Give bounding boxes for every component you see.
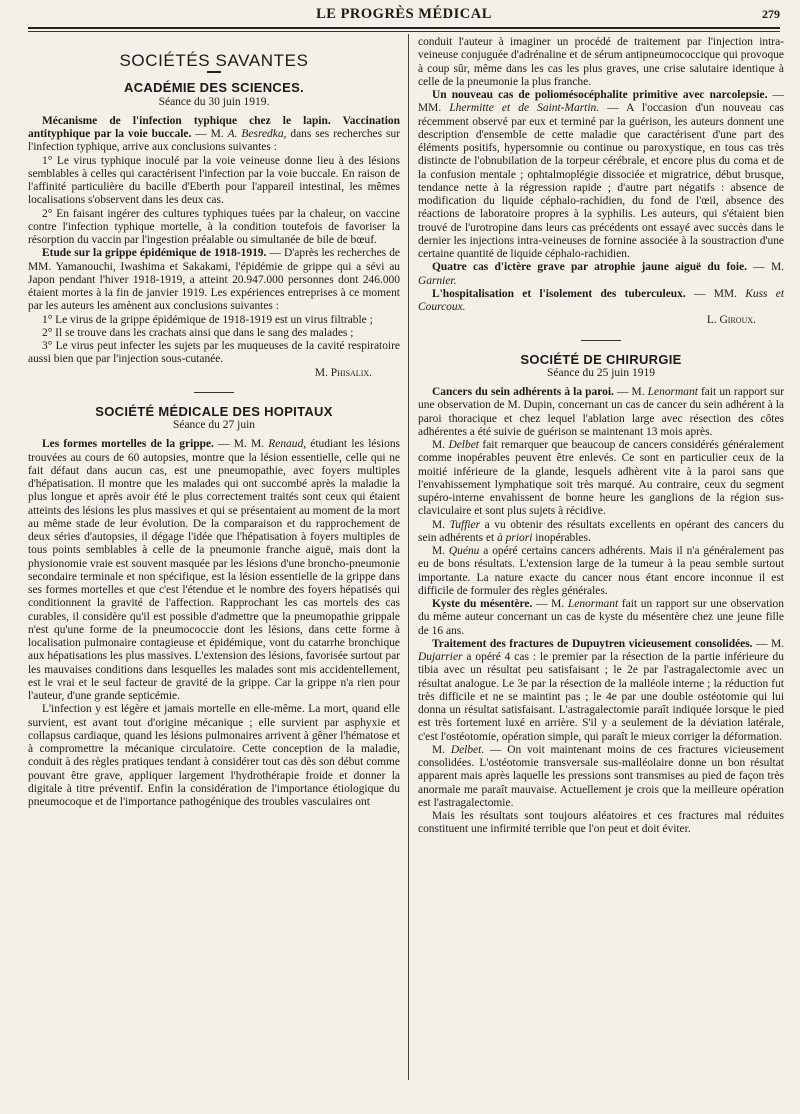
chirurgie-paragraph: M. Tuffier a vu obtenir des résultats excellents en opérant des cancers du sein adhérents et à priori inopérables. <box>418 518 784 544</box>
academie-paragraph: 1° Le virus typhique inoculé par la voie veineuse donne lieu à des lésions semblables à celles qui caractérisent l'infection par la voie buccale. En raison de l'affinité particulière du bacille d'Eberth pour l'appareil intestinal, les mêmes localisations s'observent dans les deux cas. <box>28 154 400 207</box>
chirurgie-title: SOCIÉTÉ DE CHIRURGIE <box>520 351 682 367</box>
hopitaux-continuation: conduit l'auteur à imaginer un procédé de traitement par l'injection intra-veineuse conjuguée d'adrénaline et de sérum antipneumococcique qui provoque à coup sûr, même dans les cas les plus graves, une crise salutaire identique à celle de la pneumonie la plus franche. <box>418 36 784 88</box>
hopitaux-date: Séance du 27 juin <box>172 419 256 431</box>
academie-date: Séance du 30 juin 1919. <box>158 95 270 108</box>
academie-paragraph: 3° Le virus peut infecter les sujets par les muqueuses de la cavité respiratoire aussi bien que par l'injection sous-cutanée. <box>28 340 400 366</box>
left-column <box>28 52 400 809</box>
chirurgie-paragraph: M. Quénu a opéré certains cancers adhérents. Mais il n'a généralement pas eu de bons résultats. L'extension large de la tumeur à la peau semble surtout importante. La nature exacte du cancer nous étant encore inconnue il est difficile de formuler des règles générales. <box>418 545 784 597</box>
chirurgie-paragraph: Mais les résultats sont toujours aléatoires et ces fractures mal réduites constituent une infirmité terrible que l'on peut et doit éviter. <box>418 810 784 836</box>
academie-paragraph: 2° Il se trouve dans les crachats ainsi que dans le sang des malades ; <box>42 326 354 339</box>
heading-rule <box>207 71 221 73</box>
header-rule-thin <box>28 31 780 32</box>
academie-paragraph: 2° En faisant ingérer des cultures typhiques tuées par la chaleur, on vaccine contre l'infection typhique mortelle, à la condition toutefois de favoriser la résorption du vaccin par l'ingestion préalable ou simultanée de bile de bœuf. <box>28 207 400 246</box>
header-rule <box>28 27 780 29</box>
chirurgie-paragraph: Cancers du sein adhérents à la paroi. — M. Lenormant fait un rapport sur une observation de M. Dupin, concernant un cas de cancer du sein adhérent à la paroi thoracique et chez lequel l'ablation large avec résection des côtes adhérentes a été suivie de guérison se maintenant 13 mois après. <box>418 386 784 438</box>
chirurgie-paragraph: M. Delbet. — On voit maintenant moins de ces fractures vicieusement consolidées. L'ostéotomie transversale sus-malléolaire donne un bon résultat apparent mais après laquelle les pressions sont transmises au pied de façon très anormale me paraît mauvaise. Actuellement je crois que la meilleure opération est l'astragalectomie. <box>418 743 785 809</box>
chirurgie-paragraph: Traitement des fractures de Dupuytren vicieusement consolidées. — M. Dujarrier a opéré 4 cas : le premier par la résection de la partie inférieure du tibia avec un résultat peu satisfaisant ; le 2e par l'astragalectomie avec un résultat analogue. Le 3e par la résection de la malléole interne ; la réduction fut très difficile et ne se maintint pas ; le 4e par une double ostéotomie qui lui donna un résultat satisfaisant. L'astragalectomie paraît indiquée lorsque le pied est très fortement luxé en arrière. S'il y a seulement de la déviation latérale, c'est l'ostéotomie, opération simple, qui paraît le mieux corriger la déformation. <box>418 637 785 743</box>
column-divider <box>408 34 409 1080</box>
separator-rule <box>581 340 621 341</box>
hopitaux-title: SOCIÉTÉ MÉDICALE DES HOPITAUX <box>95 403 333 419</box>
academie-paragraph: 1° Le virus de la grippe épidémique de 1918-1919 est un virus filtrable ; <box>42 313 373 326</box>
hopitaux-paragraph: Les formes mortelles de la grippe. — M. M. Renaud, étudiant les lésions trouvées au cours de 60 autopsies, montre que la lésion essentielle, celle qui ne fait défaut dans aucun cas, est une pneumopathie, avec foyers multiples d'hépatisation. Il montre que les malades qui ont succombé après la maladie la plus longue et après avoir été le plus correctement traités sont ceux qui étaient atteints des lésions les plus massives et qui se présentaient au moment de la mort au même stade de leur évolution. De la comparaison et du rapprochement de deux séries d'autopsies, il dégage l'idée que l'hépatisation à foyers multiples de tous points semblables à celle de la pneumonie franche aiguë, mais dont la physionomie vraie est souvent masquée par les lésions d'une broncho-pneumonie secondaire terminale et non spécifique, est la lésion essentielle de la grippe dans ses formes mortelles et que c'est l'étendue et le nombre des foyers hépatisés qui conditionnent la gravité de l'affection. Rapprochant les cas mortels des cas curables, il considère qu'il est possible d'admettre que la pneumopathie grippale n'est qu'une forme de la pneumococcie dont les lésions, dans cette forme à localisation pulmonaire contagieuse et épidémique, vont du catarrhe bronchique aux hépatisations les plus massives. L'extension des lésions, favorisée surtout par les mauvaises conditions dans lesquelles les malades sont mis accidentellement, est le vrai et le seul facteur de gravité de la grippe. Car la grippe n'a rien pour l'auteur, d'une grande septicémie. <box>28 438 401 702</box>
page-number: 279 <box>762 7 780 21</box>
separator-rule <box>194 392 234 393</box>
journal-title: LE PROGRÈS MÉDICAL <box>316 6 492 22</box>
hopitaux-paragraph: L'hospitalisation et l'isolement des tuberculeux. — MM. Kuss et Courcoux. <box>418 287 785 313</box>
academie-paragraph: Etude sur la grippe épidémique de 1918-1919. — D'après les recherches de MM. Yamanouchi, Iwashima et Sakakami, l'épidémie de grippe qui a sévi au Japon pendant l'hiver 1918-1919, a atteint 20.947.000 personnes dont 246.000 étaient mortes à la fin de janvier 1919. Les expériences entreprises à ce moment par les auteurs les amènent aux conclusions suivantes : <box>28 247 400 313</box>
hopitaux-paragraph: L'infection y est légère et jamais mortelle en elle-même. La mort, quand elle survient, est avant tout d'origine mécanique ; elle survient par asphyxie et collapsus cardiaque, quand les lésions pulmonaires arrivent à gêner l'hématose et à compromettre la mécanique circulatoire. Cette conception de la maladie, conduit à des règles pratiques tendant à considérer tout cas dès son début comme pouvant être grave, appliquer largement l'hydrothérapie froide et donner la digitale à titre préventif. Enfin la considération de l'importance étiologique du pneumocoque et de l'importance pathogénique des troubles vasculaires ont <box>28 703 400 808</box>
hopitaux-signature: L. Giroux. <box>706 314 756 327</box>
right-column <box>418 36 784 837</box>
academie-title: ACADÉMIE DES SCIENCES. <box>124 80 304 96</box>
academie-signature: M. Phisalix. <box>314 366 372 379</box>
chirurgie-date: Séance du 25 juin 1919 <box>547 366 655 379</box>
chirurgie-paragraph: Kyste du mésentère. — M. Lenormant fait un rapport sur une observation du même auteur concernant un cas de kyste du mésentère chez une jeune fille de 16 ans. <box>418 598 784 637</box>
page-header <box>28 6 780 28</box>
hopitaux-paragraph: Un nouveau cas de poliomésocéphalite primitive avec narcolepsie. — MM. Lhermitte et de Saint-Martin. — A l'occasion d'un nouveau cas récemment observé par eux et terminé par la guérison, les auteurs donnent une description d'ensemble de cette maladie que caractérisent d'une part des éléments positifs, hypersomnie ou continue ou paroxystique, en tous cas très distincte de l'obnubilation de la torpeur cérébrale, et encore plus du coma et de la confusion mentale ; ophtalmoplégie dissociée et migratrice, début brusque, tendance nette à la régression rapide ; d'autre part négatifs : absence de modification du liquide céphalo-rachidien, du fond de l'œil, absence des réactions de laboratoire propres à la syphilis. Les auteurs, qui s'étaient bien trouvé de l'urotropine dans leurs cas précédents ont essayé avec succès dans le dernier les injections intra-veineuses de fornine associée à la soustraction d'une certaine quantité de liquide céphalo-rachidien. <box>418 89 785 260</box>
section-heading: SOCIÉTÉS SAVANTES <box>119 51 309 70</box>
chirurgie-paragraph: M. Delbet fait remarquer que beaucoup de cancers considérés généralement comme inopérables peuvent être enlevés. Ce sont en particulier ceux de la moitié inférieure de la glande, lesquels adhèrent vite à la paroi sans que l'envahissement lymphatique soit très marqué. Au contraire, ceux du segment supéro-interne envahissent de bonne heure les ganglions de la région sus-claviculaire et sont plus sujets à récidive. <box>418 439 784 518</box>
academie-paragraph: Mécanisme de l'infection typhique chez le lapin. Vaccination antityphique par la voie buccale. — M. A. Besredka, dans ses recherches sur l'infection typhique, arrive aux conclusions suivantes : <box>28 114 401 154</box>
hopitaux-paragraph: Quatre cas d'ictère grave par atrophie jaune aiguë du foie. — M. Garnier. <box>418 261 784 287</box>
